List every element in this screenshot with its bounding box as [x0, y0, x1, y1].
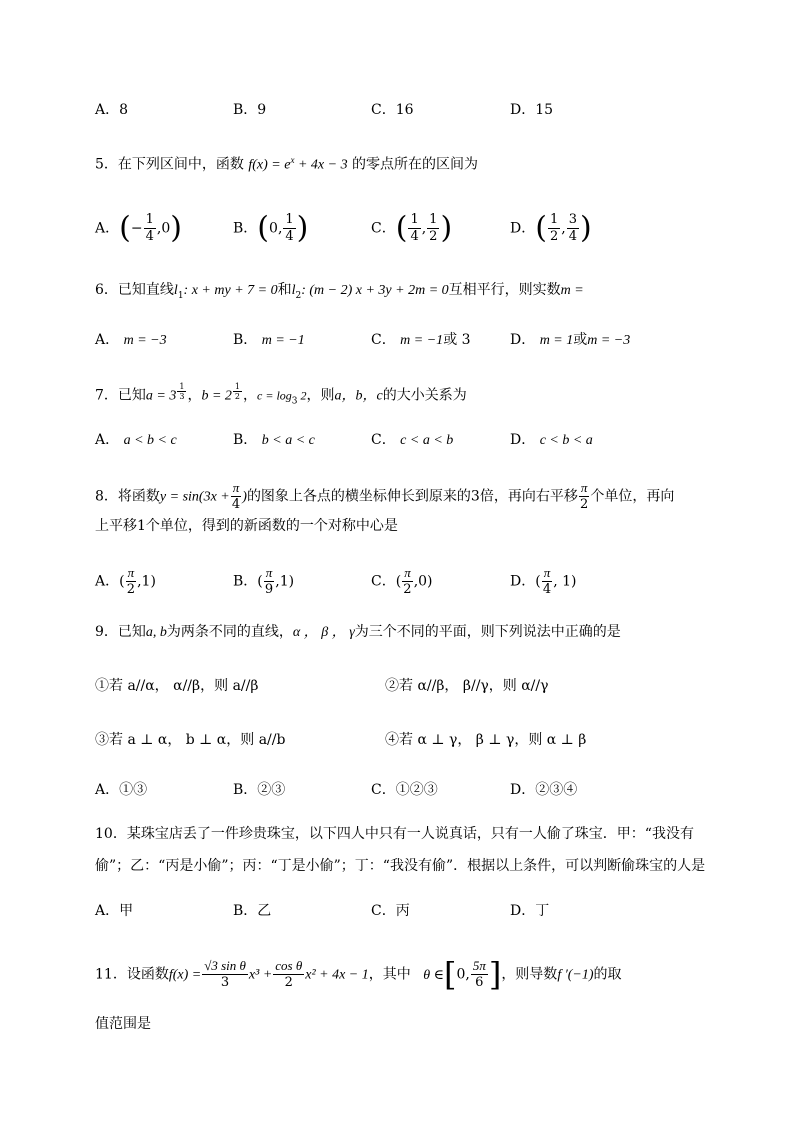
q6-l1-sub: 1 [177, 290, 184, 301]
q8-d-open: ( [535, 573, 541, 590]
q7-b-label: B． [233, 432, 258, 448]
q5-d-comma: , [561, 220, 566, 237]
q8-two: 2 [579, 497, 589, 512]
q11-num2: cos θ [275, 958, 303, 973]
q6-b-value: m = −1 [261, 333, 305, 348]
q8-b-tail: ,1) [275, 573, 295, 590]
q9-option-d: D．②③④ [510, 782, 578, 798]
q7-a-exp-den: 3 [179, 392, 185, 401]
q9-statement-2: ②若 α//β， β//γ，则 α//γ [385, 678, 549, 694]
q9-statement-3: ③若 a ⊥ α， b ⊥ α，则 a//b [95, 732, 286, 748]
q7-tail: ，则 [306, 387, 335, 404]
q6-l2-sub: 2 [295, 290, 302, 301]
q5-c-num2: 1 [429, 212, 438, 227]
q5-stem [95, 150, 478, 176]
q11-fx: f(x) = [168, 967, 202, 983]
q11-where: ，其中 [368, 966, 411, 983]
q8-a-num: π [127, 565, 135, 580]
q8-option-c [371, 565, 433, 598]
q8-stem-text: 8．将函数 [95, 488, 160, 505]
q8-a-den: 2 [126, 582, 135, 597]
q8-func: y = sin(3x + [159, 489, 230, 505]
q7-c-value: c < a < b [400, 433, 454, 448]
q7-option-a [95, 430, 177, 451]
q10-stem-line2: 偷”；乙：“丙是小偷”；丙：“丁是小偷”；丁：“我没有偷”．根据以上条件，可以判断偷珠宝的人是 [95, 858, 706, 874]
q7-option-b [233, 430, 315, 451]
q7-a-exp-num: 1 [179, 382, 185, 391]
q7-d-label: D． [510, 432, 536, 448]
q5-d-num2: 3 [568, 212, 577, 227]
q8-d-tail: , 1) [553, 573, 577, 590]
q5-b-zero: 0 [269, 220, 278, 237]
q5-a-label: A． [95, 220, 120, 237]
q8-c-label: C． [371, 573, 396, 590]
q6-tail-m: m = [560, 283, 584, 298]
q7-sep2: ， [243, 387, 258, 404]
q9-stem-text: 9．已知 [95, 624, 146, 640]
q7-b-base: b = 2 [201, 388, 232, 404]
q11-x2: x² + 4x − 1 [305, 967, 369, 983]
q8-a-label: A． [95, 573, 120, 590]
q5-c-den1: 4 [410, 229, 419, 244]
q5-stem-text: 5．在下列区间中，函数 [95, 156, 244, 173]
q7-stem-text: 7．已知 [95, 387, 146, 404]
q5-option-c: C．( $\frac{1}{4}$ , $\frac{1}{2}$ ) [371, 210, 453, 246]
q6-option-a [95, 330, 167, 351]
q5-option-a: A．(− $\frac{1}{4}$ ,0) [95, 210, 182, 246]
q11-stem-line2: 值范围是 [95, 1016, 151, 1032]
q5-exp: x [290, 155, 295, 165]
q8-b-label: B． [233, 573, 258, 590]
q5-d-den1: 2 [549, 229, 559, 244]
q8-c-open: ( [395, 573, 402, 590]
q6-c-or: 或 3 [443, 332, 471, 348]
q7-d-value: c < b < a [539, 433, 593, 448]
q7-option-d [510, 430, 593, 451]
q6-tail: 互相平行，则实数 [448, 282, 561, 298]
q6-d-value2: m = −3 [587, 333, 631, 348]
q9-statement-1: ①若 a//α， α//β，则 a//β [95, 678, 259, 694]
q4-option-a: A．8 [95, 102, 129, 118]
q8-a-tail: ,1) [137, 573, 156, 590]
q5-b-comma: , [277, 220, 283, 237]
q8-option-a [95, 565, 156, 598]
q7-a-base: a = 3 [145, 388, 177, 404]
q5-d-label: D． [510, 220, 536, 237]
q7-c-arg: 2 [297, 388, 307, 403]
q5-option-b: B．(0, $\frac{1}{4}$ ) [233, 210, 309, 246]
q4-option-c: C．16 [371, 102, 414, 118]
q11-den3: 6 [475, 975, 484, 990]
q8-pi: π [232, 480, 240, 495]
q8-option-b [233, 565, 294, 598]
q9-option-b: B．②③ [233, 782, 286, 798]
q9-stem [95, 622, 621, 643]
q5-c-comma: , [421, 220, 427, 237]
q8-stem-mid: 的图象上各点的横坐标伸长到原来的3倍，再向右平移 [246, 488, 578, 505]
q7-vars: a，b，c [334, 388, 383, 404]
q11-den2: 2 [284, 975, 293, 990]
q6-option-c [371, 330, 471, 351]
q6-d-label: D． [510, 332, 536, 348]
q6-option-b [233, 330, 305, 351]
q6-l2-eq: : (m − 2) x + 3y + 2m = 0 [301, 283, 449, 298]
q8-pi2: π [580, 480, 588, 495]
q8-c-den: 2 [403, 582, 412, 597]
q9-statement-4: ④若 α ⊥ γ， β ⊥ γ，则 α ⊥ β [385, 732, 587, 748]
q9-ab: a, b [145, 625, 167, 640]
q10-option-c: C．丙 [371, 903, 410, 919]
q6-l2: l [291, 283, 296, 298]
q7-b-exp-den: 2 [234, 392, 241, 401]
q8-d-den: 4 [542, 582, 552, 597]
q8-b-open: ( [257, 573, 263, 590]
q9-option-c: C．①②③ [371, 782, 438, 798]
q10-option-b: B．乙 [233, 903, 272, 919]
q5-c-den2: 2 [429, 229, 438, 244]
q11-x3: x³ + [248, 967, 273, 983]
q8-close: ) [242, 489, 247, 505]
q8-b-den: 9 [264, 582, 274, 597]
q9-planes: α ， β ， γ [292, 625, 355, 640]
q5-stem-post: 的零点所在的区间为 [352, 156, 479, 173]
q8-four: 4 [231, 497, 241, 512]
q10-stem-line1: 10．某珠宝店丢了一件珍贵珠宝，以下四人中只有一人说真话，只有一人偷了珠宝．甲：“我没有 [95, 826, 694, 842]
q11-deriv: f ′(−1) [557, 967, 594, 983]
q11-stem-text: 11．设函数 [95, 966, 169, 983]
q5-b-num: 1 [285, 212, 294, 227]
q5-d-num1: 1 [549, 212, 559, 227]
q8-a-open: ( [119, 573, 125, 590]
q6-b-label: B． [233, 332, 258, 348]
q8-c-num: π [404, 565, 411, 580]
q5-a-minus: − [130, 220, 143, 237]
q8-stem [95, 480, 674, 513]
q6-and: 和 [277, 282, 292, 298]
q6-stem [95, 280, 584, 306]
q11-tail: ，则导数 [501, 966, 558, 983]
q5-func-rest: + 4x − 3 [294, 157, 348, 173]
q7-c-label: C． [371, 432, 396, 448]
q11-num1: √3 sin θ [204, 958, 246, 973]
q7-option-c [371, 430, 453, 451]
q6-d-or: 或 [573, 332, 588, 348]
q8-d-num: π [543, 565, 551, 580]
q5-a-den: 4 [145, 229, 154, 244]
q5-func: f(x) = e [248, 157, 291, 173]
q7-b-exp-num: 1 [234, 382, 241, 391]
q7-sep1: ， [187, 387, 202, 404]
q9-stem-mid: 为两条不同的直线， [166, 624, 293, 640]
q6-stem-text: 6．已知直线 [95, 282, 174, 298]
q4-option-d: D．15 [510, 102, 554, 118]
q6-c-value: m = −1 [400, 333, 444, 348]
q5-c-label: C． [371, 220, 396, 237]
q8-b-num: π [265, 565, 273, 580]
q6-d-value1: m = 1 [539, 333, 574, 348]
q11-tail2: 的取 [593, 966, 622, 983]
q5-a-num: 1 [145, 212, 154, 227]
q6-c-label: C． [371, 332, 396, 348]
q11-theta-in: θ ∈ [423, 967, 444, 983]
q7-c-sub: 3 [291, 396, 298, 407]
q7-a-label: A． [95, 432, 120, 448]
q11-num3: 5π [472, 958, 486, 973]
q8-d-label: D． [510, 573, 536, 590]
q8-option-d [510, 565, 577, 598]
q11-stem: 11．设函数f(x) = $\frac{\text{√3 sin θ}}{3}$ x³ + $\frac{\text{cos θ}}{2}$ x² + 4x − 1，其中 θ ∈[0, $\frac{5\pi}{6}$ ]，则导数f ′(−1)的取 [95, 955, 622, 994]
q10-option-a: A．甲 [95, 903, 134, 919]
q6-l1: l [173, 283, 178, 298]
q6-l1-eq: : x + my + 7 = 0 [183, 283, 278, 298]
q8-stem-line2: 上平移1个单位，得到的新函数的一个对称中心是 [95, 518, 398, 534]
q6-a-label: A． [95, 332, 120, 348]
q8-stem-end: 个单位，再向 [590, 488, 675, 505]
q7-a-value: a < b < c [123, 433, 177, 448]
q4-option-b: B．9 [233, 102, 267, 118]
q7-stem [95, 382, 467, 411]
q6-option-d [510, 330, 630, 351]
q9-stem-end: 为三个不同的平面，则下列说法中正确的是 [354, 624, 621, 640]
q5-a-comma: , [156, 220, 162, 237]
q11-den1: 3 [220, 975, 230, 990]
q5-b-label: B． [233, 220, 258, 237]
q8-c-tail: ,0) [413, 573, 433, 590]
q7-tail2: 的大小关系为 [382, 387, 467, 404]
q7-c-expr: c = log [257, 388, 292, 403]
q10-option-d: D．丁 [510, 903, 550, 919]
q5-b-den: 4 [285, 229, 294, 244]
q6-a-value: m = −3 [123, 333, 167, 348]
q5-d-den2: 4 [568, 229, 577, 244]
q9-option-a: A．①③ [95, 782, 148, 798]
q7-b-value: b < a < c [261, 433, 315, 448]
q5-a-zero: 0 [161, 220, 171, 237]
q5-c-num1: 1 [410, 212, 419, 227]
q5-option-d: D．( $\frac{1}{2}$ , $\frac{3}{4}$ ) [510, 210, 592, 246]
q11-zero: 0, [456, 966, 470, 983]
